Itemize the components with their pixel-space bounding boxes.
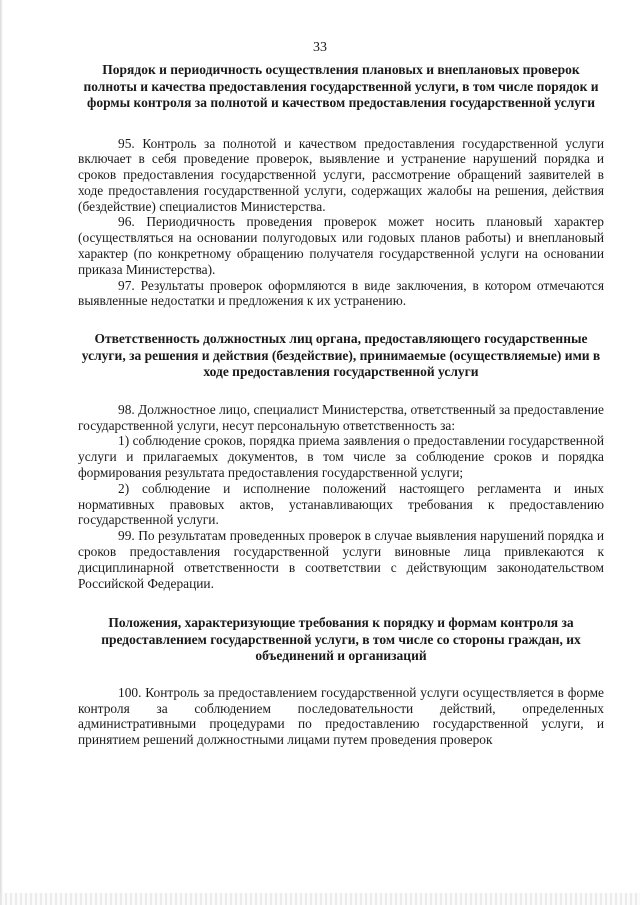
list-item-1: 1) соблюдение сроков, порядка приема заявления о предоставлении государственной услуги и прилагаемых документов, в том числе за соблюдение сроков и порядка формирования результата предоставления государственной услуги;	[78, 433, 604, 480]
section-heading-control-requirements: Положения, характеризующие требования к порядку и формам контроля за предоставлением государственной услуги, в том числе со стороны граждан, их объединений и организаций	[101, 615, 581, 664]
paragraph-95: 95. Контроль за полнотой и качеством предоставления государственной услуги включает в себя проведение проверок, выявление и устранение нарушений порядка и сроков предоставления государственной услуги, рассмотрение обращений заявителей в ходе предоставления государственной услуги, содержащих жалобы на решения, действия (бездействие) специалистов Министерства.	[78, 135, 604, 214]
paragraph-98: 98. Должностное лицо, специалист Министерства, ответственный за предоставление государственной услуги, несут персональную ответственность за:	[78, 401, 604, 433]
page-number: 33	[313, 40, 327, 55]
paragraph-96: 96. Периодичность проведения проверок может носить плановый характер (осуществляться на основании полугодовых или годовых планов работы) и внеплановый характер (по конкретному обращению получателя государственной услуги на основании приказа Министерства).	[78, 214, 604, 277]
scan-edge-left	[0, 0, 3, 905]
scan-edge-bottom	[0, 893, 640, 905]
list-item-2: 2) соблюдение и исполнение положений настоящего регламента и иных нормативных правовых актов, устанавливающих требования к предоставлению государственной услуги.	[78, 480, 604, 528]
paragraph-97: 97. Результаты проверок оформляются в виде заключения, в котором отмечаются выявленные недостатки и предложения к их устранению.	[78, 277, 604, 309]
document-body	[78, 62, 604, 748]
paragraph-100: 100. Контроль за предоставлением государственной услуги осуществляется в форме контроля за соблюдением последовательности действий, определенных административными процедурами по предоставлению государственной услуги, и принятием решений должностными лицами путем проведения проверок	[78, 684, 604, 748]
section-heading-responsibility: Ответственность должностных лиц органа, предоставляющего государственные услуги, за решения и действия (бездействие), принимаемые (осуществляемые) ими в ходе предоставления государственной услуги	[81, 331, 601, 380]
paragraph-99: 99. По результатам проведенных проверок в случае выявления нарушений порядка и сроков предоставления государственной услуги виновные лица привлекаются к дисциплинарной ответственности в соответствии с действующим законодательством Российской Федерации.	[78, 528, 604, 591]
section-heading-inspections: Порядок и периодичность осуществления плановых и внеплановых проверок полноты и качества предоставления государственной услуги, в том числе порядок и формы контроля за полнотой и качеством предоставления государственной услуги	[83, 62, 599, 110]
